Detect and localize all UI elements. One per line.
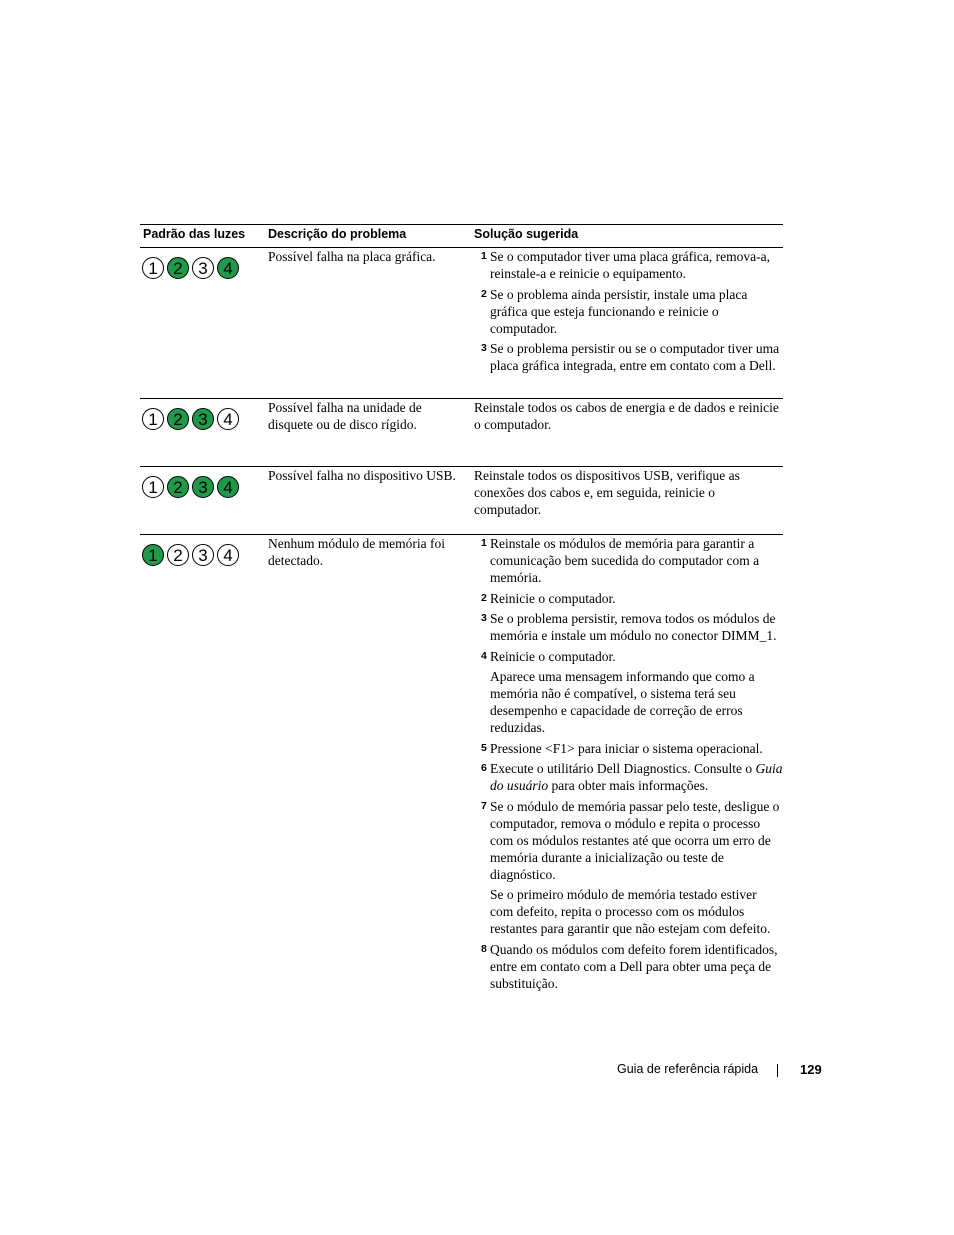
- light-pattern: [142, 257, 239, 279]
- step-number: 3: [481, 342, 487, 354]
- solution-step: [474, 798, 783, 883]
- problem-description: Possível falha na unidade de disquete ou de disco rígido.: [268, 400, 422, 432]
- solution-note: Aparece uma mensagem informando que como a memória não é compatível, o sistema terá seu desempenho e capacidade de correção de erros reduzidas.: [490, 669, 755, 735]
- guide-reference: Guia do usuário: [490, 761, 783, 793]
- solution-step: [474, 340, 783, 374]
- solution-step: [474, 590, 783, 607]
- diagnostic-light-4-on: 4: [217, 257, 239, 279]
- solution-step: [474, 740, 783, 757]
- step-text: Se o módulo de memória passar pelo teste, desligue o computador, remova o módulo e repita o processo com os módulos restantes até que ocorra um erro de memória durante a inicialização ou teste de diagnóstico.: [490, 798, 780, 882]
- diagnostic-light-1-off: 1: [142, 257, 164, 279]
- diagnostic-light-2-on: 2: [167, 257, 189, 279]
- step-number: 4: [481, 649, 487, 662]
- diagnostic-light-1-off: 1: [142, 476, 164, 498]
- solution-step: [474, 648, 783, 665]
- step-number: 7: [481, 799, 487, 812]
- header-light-pattern: Padrão das luzes: [143, 227, 246, 241]
- solution-step: [474, 535, 783, 586]
- step-number: 5: [481, 741, 487, 754]
- diagnostic-lights: [142, 408, 239, 430]
- step-text: Quando os módulos com defeito forem identificados, entre em contato com a Dell para obter uma peça de substituição.: [490, 941, 778, 991]
- step-text: Reinstale os módulos de memória para garantir a comunicação bem sucedida do computador com a memória.: [490, 536, 760, 585]
- header-suggested-solution: Solução sugerida: [474, 227, 579, 241]
- step-text-after: para obter mais informações.: [548, 778, 709, 793]
- step-text: Reinicie o computador.: [490, 648, 616, 664]
- diagnostic-lights: [142, 476, 239, 498]
- step-text: Se o problema persistir ou se o computador tiver uma placa gráfica integrada, entre em contato com a Dell.: [490, 341, 780, 373]
- diagnostic-light-4-off: 4: [217, 408, 239, 430]
- diagnostic-light-3-off: 3: [192, 257, 214, 279]
- solution-text: Reinstale todos os cabos de energia e de dados e reinicie o computador.: [474, 400, 779, 432]
- step-number: 2: [481, 287, 487, 300]
- page-number: 129: [800, 1062, 822, 1077]
- table-row: [140, 467, 783, 535]
- diagnostic-lights: [142, 544, 239, 566]
- solution-step: [474, 941, 783, 992]
- diagnostic-light-2-on: 2: [167, 476, 189, 498]
- light-pattern: [142, 408, 239, 430]
- diagnostic-light-1-off: 1: [142, 408, 164, 430]
- diagnostic-lights: [142, 257, 239, 279]
- diagnostic-light-4-off: 4: [217, 544, 239, 566]
- header-problem-description: Descrição do problema: [268, 227, 407, 241]
- solution-step: [474, 248, 783, 282]
- step-text: Se o problema persistir, remova todos os módulos de memória e instale um módulo no conector DIMM_1.: [490, 611, 777, 643]
- problem-description: Possível falha na placa gráfica.: [268, 249, 436, 264]
- step-number: 1: [481, 537, 487, 549]
- step-number: 1: [481, 250, 487, 262]
- step-text: Se o computador tiver uma placa gráfica, remova-a, reinstale-a e reinicie o equipamento.: [490, 249, 770, 281]
- step-number: 8: [481, 942, 487, 955]
- footer-divider: [777, 1064, 778, 1077]
- solution-step: [474, 610, 783, 644]
- table-row: [140, 535, 783, 1035]
- diagnostic-light-3-on: 3: [192, 476, 214, 498]
- solution-step: [474, 286, 783, 337]
- problem-description: Possível falha no dispositivo USB.: [268, 468, 456, 483]
- diagnostic-lights-table: [140, 224, 783, 1035]
- solution-note: Se o primeiro módulo de memória testado estiver com defeito, repita o processo com os módulos restantes para garantir que não estejam com defeito.: [490, 887, 771, 936]
- step-text: Pressione <F1> para iniciar o sistema operacional.: [490, 740, 763, 756]
- step-number: 6: [481, 762, 487, 774]
- light-pattern: [142, 544, 239, 566]
- table-row: [140, 399, 783, 467]
- diagnostic-light-1-on: 1: [142, 544, 164, 566]
- diagnostic-light-3-on: 3: [192, 408, 214, 430]
- solution-steps: [474, 248, 783, 378]
- diagnostic-light-2-on: 2: [167, 408, 189, 430]
- problem-description: Nenhum módulo de memória foi detectado.: [268, 536, 445, 568]
- diagnostic-light-3-off: 3: [192, 544, 214, 566]
- table-row: [140, 248, 783, 399]
- footer-title: Guia de referência rápida: [617, 1062, 759, 1076]
- step-number: 2: [481, 591, 487, 604]
- diagnostic-light-4-on: 4: [217, 476, 239, 498]
- solution-steps: [474, 535, 783, 995]
- step-number: 3: [481, 612, 487, 624]
- solution-text: Reinstale todos os dispositivos USB, verifique as conexões dos cabos e, em seguida, reinicie o computador.: [474, 468, 740, 517]
- step-text-before: Execute o utilitário Dell Diagnostics. Consulte o: [490, 761, 756, 776]
- step-text: Reinicie o computador.: [490, 590, 616, 606]
- light-pattern: [142, 476, 239, 498]
- step-text: Se o problema ainda persistir, instale uma placa gráfica que esteja funcionando e reinicie o computador.: [490, 286, 748, 336]
- table-header: [140, 224, 783, 248]
- solution-step: [474, 760, 783, 794]
- diagnostic-light-2-off: 2: [167, 544, 189, 566]
